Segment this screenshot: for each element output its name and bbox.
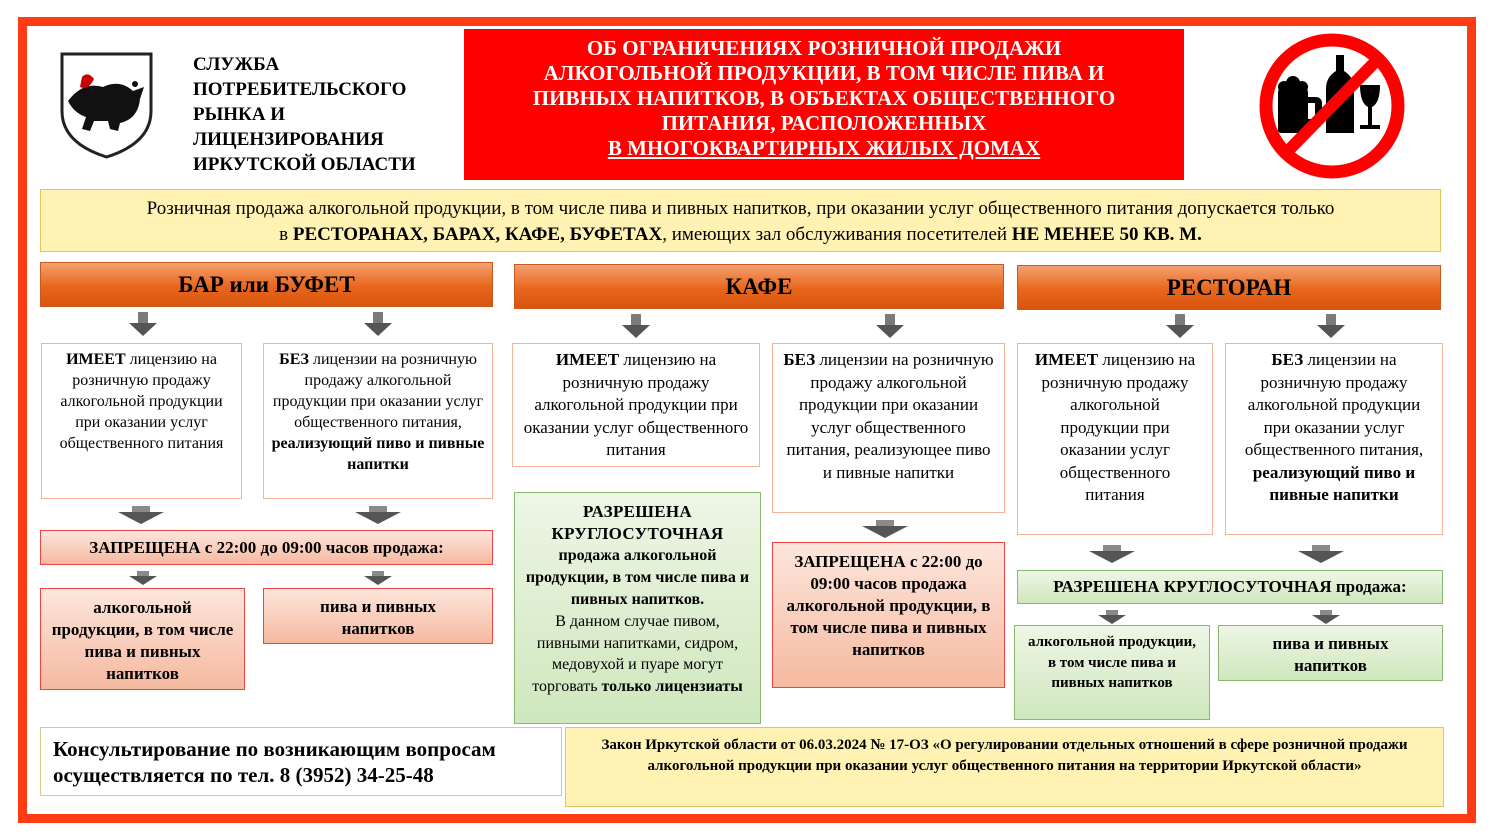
box-bold: реализующий пиво и пивные напитки bbox=[1252, 462, 1416, 504]
allow-note-bold: только лицензиаты bbox=[601, 677, 743, 695]
box-bold: ИМЕЕТ bbox=[555, 350, 620, 369]
box-bold: ИМЕЕТ bbox=[1034, 350, 1099, 369]
agency-line: СЛУЖБА bbox=[193, 54, 280, 75]
intro-line bbox=[41, 222, 1440, 248]
ban-bold: ЗАПРЕЩЕНА bbox=[89, 538, 201, 557]
bar-ban-beer: пива и пивных напитков bbox=[263, 588, 493, 644]
agency-name bbox=[193, 52, 443, 177]
restaurant-unlicensed-box bbox=[1225, 343, 1443, 535]
box-text: лицензию на розничную продажу алкогольной продукции при оказании услуг общественного питания bbox=[1041, 350, 1196, 504]
cafe-allowed-box bbox=[514, 492, 761, 724]
arrow-down-icon bbox=[876, 314, 904, 340]
allow-text: продажа: bbox=[1331, 577, 1407, 596]
intro-area: НЕ МЕНЕЕ 50 КВ. М. bbox=[1011, 224, 1202, 245]
arrow-down-icon bbox=[129, 571, 157, 585]
page-title bbox=[464, 29, 1184, 180]
ban-text: с 22:00 до 09:00 часов продажа: bbox=[200, 538, 444, 557]
title-line: В МНОГОКВАРТИРНЫХ ЖИЛЫХ ДОМАХ bbox=[607, 136, 1041, 160]
restaurant-allow-beer: пива и пивных напитков bbox=[1218, 625, 1443, 681]
agency-line: ИРКУТСКОЙ ОБЛАСТИ bbox=[193, 154, 416, 175]
bar-ban-alcohol: алкогольной продукции, в том числе пива и пивных напитков bbox=[40, 588, 245, 690]
intro-line: Розничная продажа алкогольной продукции, в том числе пива и пивных напитков, при оказании услуг общественного питания допускается только bbox=[146, 198, 1335, 219]
allow-bold: РАЗРЕШЕНА КРУГЛОСУТОЧНАЯ bbox=[1053, 577, 1332, 596]
title-line: АЛКОГОЛЬНОЙ ПРОДУКЦИИ, В ТОМ ЧИСЛЕ ПИВА И bbox=[543, 61, 1105, 85]
arrow-down-icon bbox=[118, 506, 164, 524]
arrow-down-icon bbox=[862, 520, 908, 538]
intro-text: в bbox=[279, 224, 293, 245]
agency-line: РЫНКА И bbox=[193, 104, 286, 125]
consult-line: Консультирование по возникающим вопросам bbox=[53, 737, 496, 761]
arrow-down-icon bbox=[355, 506, 401, 524]
bar-heading: БАР или БУФЕТ bbox=[40, 262, 493, 307]
arrow-down-icon bbox=[622, 314, 650, 340]
title-line: ПИТАНИЯ, РАСПОЛОЖЕННЫХ bbox=[661, 111, 987, 135]
restaurant-heading: РЕСТОРАН bbox=[1017, 265, 1441, 310]
arrow-down-icon bbox=[129, 312, 157, 338]
allow-note-text: В данном случае пивом, пивными напитками, сидром, медовухой и пуаре могут торговать bbox=[532, 613, 739, 695]
arrow-down-icon bbox=[1317, 314, 1345, 340]
restaurant-allow-alcohol: алкогольной продукции, в том числе пива и пивных напитков bbox=[1014, 625, 1210, 720]
box-bold: ИМЕЕТ bbox=[66, 351, 126, 368]
cafe-ban-box bbox=[772, 542, 1005, 688]
restaurant-licensed-box bbox=[1017, 343, 1213, 535]
intro-venues: РЕСТОРАНАХ, БАРАХ, КАФЕ, БУФЕТАХ bbox=[292, 224, 663, 245]
title-line: ОБ ОГРАНИЧЕНИЯХ РОЗНИЧНОЙ ПРОДАЖИ bbox=[586, 36, 1062, 60]
bar-ban-banner bbox=[40, 530, 493, 565]
arrow-down-icon bbox=[1098, 610, 1126, 624]
cafe-heading: КАФЕ bbox=[514, 264, 1004, 309]
agency-line: ПОТРЕБИТЕЛЬСКОГО bbox=[193, 79, 407, 100]
box-text: лицензии на розничную продажу алкогольной продукции при оказании услуг общественного питания, bbox=[272, 351, 484, 431]
arrow-down-icon bbox=[1166, 314, 1194, 340]
arrow-down-icon bbox=[1298, 545, 1344, 563]
box-text: лицензии на розничную продажу алкогольной продукции при оказании услуг общественного питания, bbox=[1244, 350, 1424, 459]
box-bold: реализующий пиво и пивные напитки bbox=[271, 435, 485, 473]
box-text: лицензию на розничную продажу алкогольной продукции при оказании услуг общественного питания bbox=[523, 350, 749, 459]
arrow-down-icon bbox=[364, 312, 392, 338]
arrow-down-icon bbox=[1089, 545, 1135, 563]
agency-line: ЛИЦЕНЗИРОВАНИЯ bbox=[193, 129, 384, 150]
title-line: ПИВНЫХ НАПИТКОВ, В ОБЪЕКТАХ ОБЩЕСТВЕННОГО bbox=[532, 86, 1116, 110]
consult-line: осуществляется по тел. 8 (3952) 34-25-48 bbox=[53, 763, 434, 787]
arrow-down-icon bbox=[1312, 610, 1340, 624]
restaurant-allowed-banner bbox=[1017, 570, 1443, 604]
box-bold: БЕЗ bbox=[783, 350, 816, 369]
arrow-down-icon bbox=[364, 571, 392, 585]
ban-bold: ЗАПРЕЩЕНА bbox=[794, 552, 906, 571]
cafe-unlicensed-box bbox=[772, 343, 1005, 513]
no-alcohol-icon bbox=[1256, 31, 1408, 181]
allow-text: продажа алкогольной продукции, в том числе пива и пивных напитков. bbox=[525, 547, 750, 608]
box-text: лицензию на розничную продажу алкогольной продукции при оказании услуг общественного питания bbox=[59, 351, 224, 452]
bar-unlicensed-box bbox=[263, 343, 493, 499]
allow-title: РАЗРЕШЕНА КРУГЛОСУТОЧНАЯ bbox=[551, 502, 724, 543]
box-text: лицензии на розничную продажу алкогольной продукции при оказании услуг общественного питания, реализующее пиво и пивные напитки bbox=[786, 350, 994, 482]
box-bold: БЕЗ bbox=[279, 351, 309, 368]
ban-text: с 22:00 до 09:00 часов продажа алкогольной продукции, в том числе пива и пивных напитков bbox=[786, 552, 991, 659]
intro-text: , имеющих зал обслуживания посетителей bbox=[662, 224, 1012, 245]
consultation-note bbox=[40, 727, 562, 796]
intro-note bbox=[40, 189, 1441, 252]
allow-note bbox=[525, 611, 750, 697]
cafe-licensed-box bbox=[512, 343, 760, 467]
coat-of-arms-icon bbox=[58, 51, 155, 159]
box-bold: БЕЗ bbox=[1271, 350, 1304, 369]
law-reference: Закон Иркутской области от 06.03.2024 № 17-ОЗ «О регулировании отдельных отношений в сфере розничной продажи алкогольной продукции при оказании услуг общественного питания на территории Иркутской области» bbox=[565, 727, 1444, 807]
bar-licensed-box bbox=[41, 343, 242, 499]
